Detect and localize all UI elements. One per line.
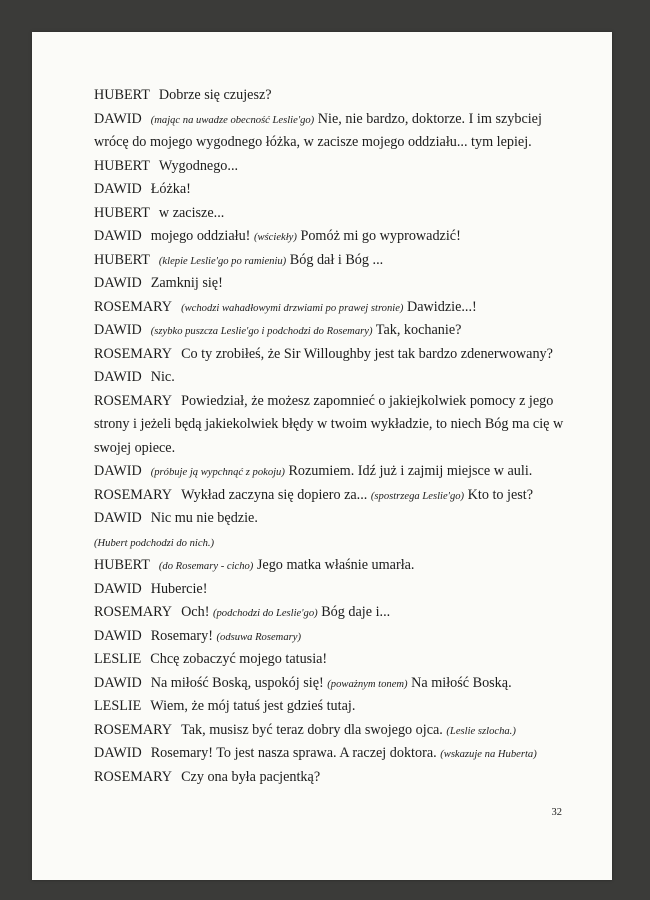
stage-direction: (wściekły)	[253, 232, 297, 243]
dialogue-text: Dobrze się czujesz?	[158, 87, 272, 103]
script-line	[94, 484, 594, 508]
speaker-name: DAWID	[94, 674, 142, 691]
speaker-name: ROSEMARY	[94, 721, 173, 738]
dialogue-text: Kto to jest?	[464, 486, 534, 503]
script-line	[94, 319, 594, 343]
dialogue-text: Łóżka!	[150, 181, 191, 197]
stage-direction: (odsuwa Rosemary)	[216, 631, 301, 643]
speaker-name: HUBERT	[94, 557, 150, 573]
dialogue-text: Tak, musisz być teraz dobry dla swojego ojca.	[181, 721, 447, 738]
dialogue-text: Co ty zrobiłeś, że Sir Willoughby jest tak bardzo zdenerwowany?	[181, 345, 553, 362]
script-line	[94, 249, 594, 273]
speaker-name: DAWID	[94, 580, 142, 597]
stage-direction: (do Rosemary - cicho)	[158, 561, 254, 572]
script-line	[94, 84, 594, 108]
dialogue-text: Bóg dał i Bóg ...	[286, 251, 384, 268]
stage-direction: (poważnym tonem)	[327, 678, 408, 690]
script-line	[94, 272, 594, 296]
dialogue-text: Wygodnego...	[158, 157, 239, 174]
script-line	[94, 695, 594, 719]
speaker-name: ROSEMARY	[94, 768, 173, 785]
script-line	[94, 390, 594, 414]
speaker-name: ROSEMARY	[94, 604, 173, 620]
speaker-name: HUBERT	[94, 157, 150, 174]
dialogue-text: Na miłość Boską.	[407, 674, 512, 691]
speaker-name: DAWID	[94, 745, 142, 761]
stage-direction: (podchodzi do Leslie'go)	[212, 608, 318, 619]
speaker-name: LESLIE	[94, 698, 142, 714]
speaker-name: ROSEMARY	[94, 486, 173, 503]
script-line	[94, 719, 594, 743]
script-line	[94, 601, 594, 625]
dialogue-text: Dawidzie...!	[403, 298, 477, 315]
script-body	[94, 84, 594, 789]
stage-direction: (mając na uwadze obecność Leslie'go)	[150, 114, 315, 126]
speaker-name: DAWID	[94, 463, 142, 479]
stage-direction: (wchodzi wahadłowymi drzwiami po prawej stronie)	[181, 302, 404, 314]
dialogue-text: strony i jeżeli będą jakiekolwiek błędy w twoim wykładzie, to niech Bóg ma cię w	[94, 416, 564, 432]
script-line	[94, 625, 594, 649]
script-line	[94, 178, 594, 202]
stage-direction: (spostrzega Leslie'go)	[370, 490, 465, 502]
script-line	[94, 343, 594, 367]
dialogue-text: mojego oddziału!	[150, 228, 254, 244]
dialogue-text: Rosemary!	[150, 627, 217, 644]
stage-direction: (próbuje ją wypchnąć z pokoju)	[150, 467, 285, 478]
dialogue-text: Powiedział, że możesz zapomnieć o jakiejkolwiek pomocy z jego	[181, 392, 554, 409]
speaker-name: DAWID	[94, 228, 142, 244]
dialogue-text: Pomóż mi go wyprowadzić!	[296, 228, 461, 244]
script-line	[94, 131, 594, 155]
page-number: 32	[551, 807, 562, 818]
script-line	[94, 531, 594, 555]
script-line	[94, 766, 594, 790]
script-line	[94, 648, 594, 672]
dialogue-text: Bóg daje i...	[317, 604, 391, 620]
dialogue-text: w zacisze...	[158, 204, 225, 221]
dialogue-text: Rozumiem. Idź już i zajmij miejsce w auli.	[284, 463, 533, 479]
script-line	[94, 155, 594, 179]
speaker-name: ROSEMARY	[94, 298, 173, 315]
speaker-name: ROSEMARY	[94, 392, 173, 409]
speaker-name: DAWID	[94, 322, 142, 338]
stage-direction: (szybko puszcza Leslie'go i podchodzi do Rosemary)	[150, 326, 373, 337]
speaker-name: DAWID	[94, 369, 142, 385]
dialogue-text: Nic.	[150, 369, 175, 385]
dialogue-text: Na miłość Boską, uspokój się!	[150, 674, 328, 691]
dialogue-text: Chcę zobaczyć mojego tatusia!	[150, 651, 328, 667]
dialogue-text: Czy ona była pacjentką?	[181, 768, 321, 785]
script-line	[94, 366, 594, 390]
script-line	[94, 507, 594, 531]
script-line	[94, 296, 594, 320]
speaker-name: DAWID	[94, 181, 142, 197]
script-line	[94, 742, 594, 766]
dialogue-text: swojej opiece.	[94, 439, 176, 456]
dialogue-text: Nie, nie bardzo, doktorze. I im szybciej	[314, 110, 542, 127]
script-line	[94, 460, 594, 484]
script-line	[94, 437, 594, 461]
dialogue-text: Nic mu nie będzie.	[150, 510, 258, 526]
speaker-name: DAWID	[94, 510, 142, 526]
speaker-name: HUBERT	[94, 204, 150, 221]
stage-direction: (Leslie szlocha.)	[446, 725, 516, 737]
stage-direction: (wskazuje na Huberta)	[440, 749, 537, 760]
speaker-name: DAWID	[94, 275, 142, 291]
speaker-name: DAWID	[94, 627, 142, 644]
speaker-name: DAWID	[94, 110, 142, 127]
dialogue-text: Rosemary! To jest nasza sprawa. A raczej doktora.	[150, 745, 441, 761]
stage-direction: (Hubert podchodzi do nich.)	[94, 537, 215, 549]
dialogue-text: Tak, kochanie?	[372, 322, 462, 338]
speaker-name: ROSEMARY	[94, 345, 173, 362]
dialogue-text: wrócę do mojego wygodnego łóżka, w zacisze mojego oddziału... tym lepiej.	[94, 134, 532, 150]
script-page	[32, 32, 612, 880]
script-line	[94, 672, 594, 696]
dialogue-text: Wiem, że mój tatuś jest gdzieś tutaj.	[150, 698, 356, 714]
dialogue-text: Hubercie!	[150, 580, 208, 597]
speaker-name: LESLIE	[94, 651, 142, 667]
script-line	[94, 108, 594, 132]
script-line	[94, 202, 594, 226]
stage-direction: (klepie Leslie'go po ramieniu)	[158, 255, 287, 267]
dialogue-text: Zamknij się!	[150, 275, 223, 291]
dialogue-text: Och!	[181, 604, 213, 620]
speaker-name: HUBERT	[94, 251, 150, 268]
dialogue-text: Jego matka właśnie umarła.	[253, 557, 415, 573]
script-line	[94, 225, 594, 249]
script-line	[94, 578, 594, 602]
script-line	[94, 554, 594, 578]
script-line	[94, 413, 594, 437]
dialogue-text: Wykład zaczyna się dopiero za...	[181, 486, 371, 503]
speaker-name: HUBERT	[94, 87, 150, 103]
